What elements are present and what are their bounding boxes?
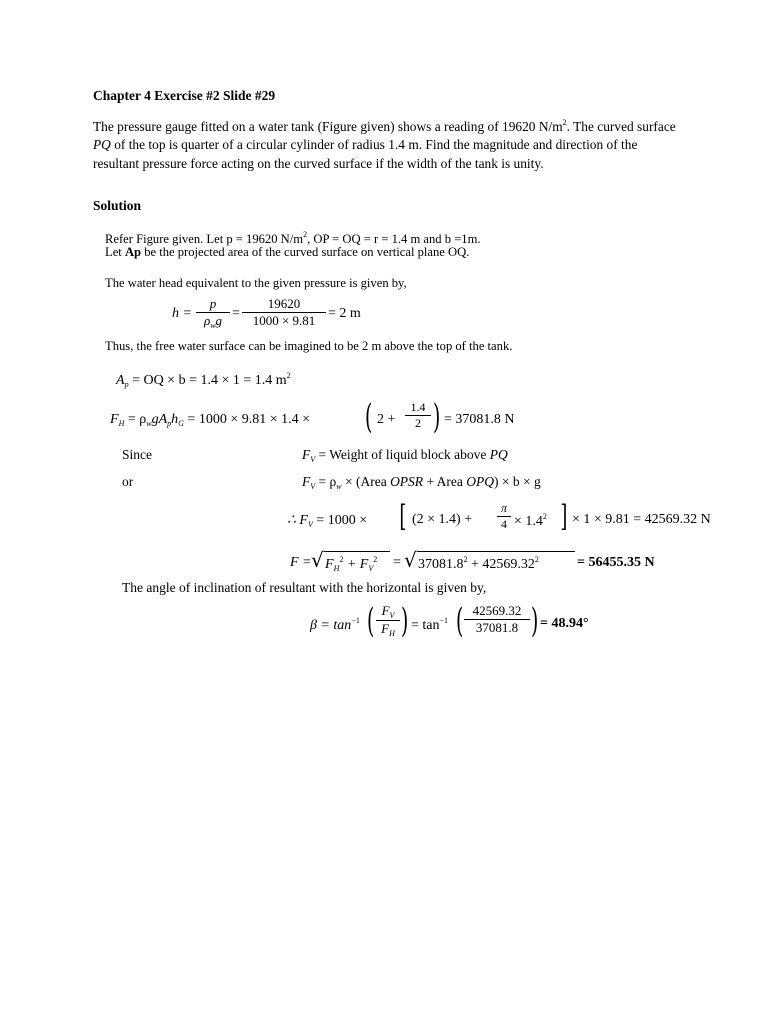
head-eq-num-2: 19620 (267, 296, 301, 311)
head-eq-den-2: 1000 × 9.81 (252, 313, 316, 328)
sqrt-bar (417, 551, 575, 552)
problem-unit-superscript: 2 (562, 118, 567, 127)
angle-intro-text: The angle of inclination of resultant with the horizontal is given by, (122, 580, 487, 595)
fv-eq-left: ∴ $F_V = 1000$ × (287, 513, 368, 529)
fh-right-paren: ) (432, 397, 441, 437)
head-intro-text: The water head equivalent to the given pressure is given by, (105, 276, 407, 290)
beta-paren-2-right: ) (530, 601, 539, 641)
ap-eq-lhs: A (116, 373, 125, 388)
head-eq-lhs: h = (172, 306, 192, 321)
refer-text-d: be the projected area of the curved surface on vertical plane OQ. (141, 245, 470, 259)
ap-eq-lhs-sub: p (124, 380, 129, 389)
head-eq-fraction-1 (196, 296, 230, 330)
ap-eq-rhs-sup: 2 (286, 371, 291, 380)
fv-result: × 1 × 9.81 = 42569.32 N (572, 512, 711, 527)
sqrt-symbol: √ (404, 548, 417, 572)
fh-left-paren: ( (364, 397, 373, 437)
sqrt-bar (324, 551, 390, 552)
page-heading: Chapter 4 Exercise #2 Slide #29 (93, 88, 276, 103)
fv-right-bracket: ] (560, 499, 568, 534)
beta-eq-mid: = $\tan^{-1}$ (411, 616, 449, 633)
fh-fraction: 1.4 2 (405, 400, 431, 431)
problem-statement (93, 114, 683, 173)
fh-result: = 37081.8 N (444, 412, 515, 427)
f-eq-equals: = (393, 555, 401, 570)
beta-paren-1-right: ) (400, 601, 409, 641)
head-eq-equals: = (232, 306, 240, 321)
or-equation: $F_V = \rho_w$ × (Area OPSR + Area OPQ) × b × g (302, 474, 541, 491)
since-equation: $F_V$ = Weight of liquid block above PQ (302, 447, 508, 464)
beta-fraction-1: $F_V$ $F_H$ (376, 603, 400, 638)
fh-eq-left: $F_H = \rho_wgA_ph_G = 1000 \times 9.81 \times 1.4$ × (110, 412, 311, 428)
f-eq-radicand-2: $37081.8^2 + 42569.32^2$ (418, 555, 539, 572)
sqrt-symbol: √ (311, 548, 324, 572)
fv-inner-b: × $1.4^2$ (514, 512, 547, 529)
head-eq-num-1: p (209, 296, 217, 311)
refer-text-a: Refer Figure given. Let p = 19620 N/m (105, 232, 304, 246)
f-eq-radicand-1: $F_H^2 + F_V^2$ (325, 555, 378, 573)
fh-inner: 2 + (377, 412, 396, 427)
solution-label: Solution (93, 198, 142, 213)
head-eq-result: = 2 m (328, 306, 361, 321)
f-eq-result: = 56455.35 N (577, 555, 655, 570)
head-eq-den-1: $\rho_wg$ (203, 313, 223, 330)
beta-fraction-2: 42569.32 37081.8 (464, 603, 530, 636)
refer-line-2 (105, 245, 469, 260)
fv-inner-a: (2 × 1.4) + (412, 512, 473, 527)
head-eq-fraction-2 (242, 296, 326, 329)
refer-text-b: , OP = OQ = r = 1.4 m and b =1m. (307, 232, 481, 246)
ap-equation (116, 371, 291, 389)
problem-text-2: . The curved surface (566, 119, 676, 134)
f-eq-lhs: F = (290, 555, 312, 570)
refer-superscript: 2 (303, 230, 308, 239)
refer-ap-label: Ap (124, 245, 142, 259)
fv-pi-fraction: π 4 (497, 501, 511, 532)
beta-paren-1-left: ( (366, 601, 375, 641)
free-surface-text: Thus, the free water surface can be imagined to be 2 m above the top of the tank. (105, 339, 513, 353)
beta-eq-lhs: $\beta = \tan^{-1}$ (310, 616, 360, 633)
ap-eq-rhs: = OQ × b = 1.4 × 1 = 1.4 m (132, 373, 287, 388)
fv-left-bracket: [ (399, 499, 407, 534)
problem-text-3: of the top is quarter of a circular cylinder of radius 1.4 m. Find the magnitude and direction of the resultant pressure force acting on the curved surface if the width of the tank is unity. (93, 137, 638, 171)
since-label: Since (122, 447, 152, 462)
beta-paren-2-left: ( (455, 601, 464, 641)
or-label: or (122, 474, 134, 489)
problem-text-1: The pressure gauge fitted on a water tank (Figure given) shows a reading of 19620 N/m (93, 119, 563, 134)
beta-eq-result: = 48.94° (540, 616, 589, 631)
refer-text-c: Let (105, 245, 125, 259)
problem-surface-label: PQ (93, 137, 111, 153)
